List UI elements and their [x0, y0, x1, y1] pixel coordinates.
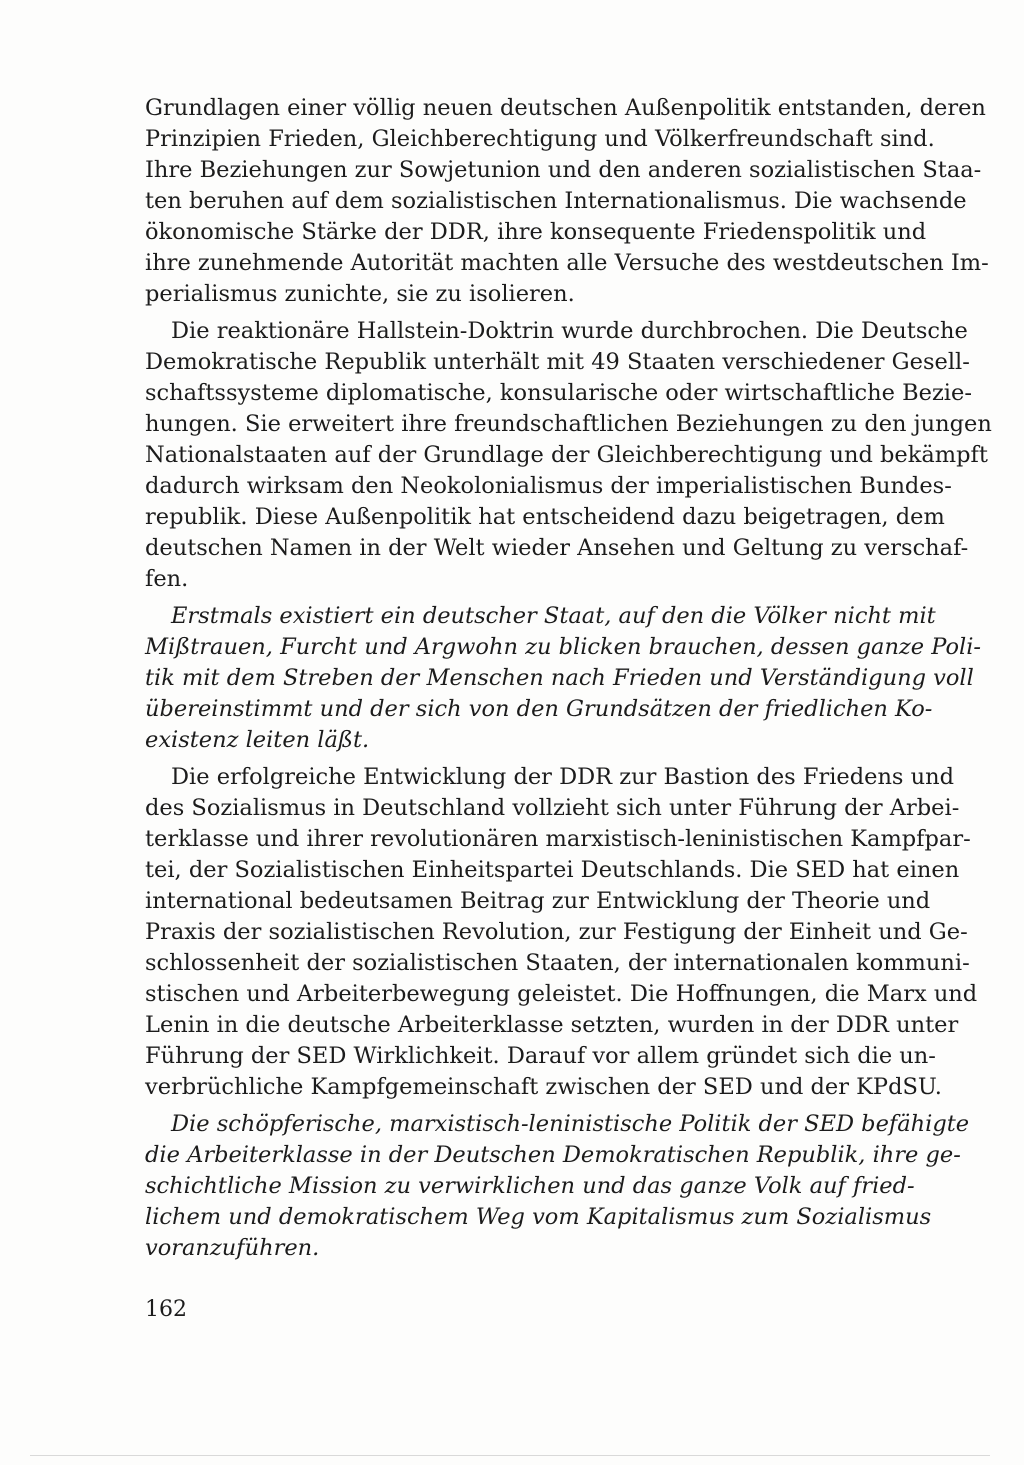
text-line: perialismus zunichte, sie zu isolieren. — [145, 281, 575, 307]
text-line: übereinstimmt und der sich von den Grundsätzen der friedlichen Ko- — [145, 696, 933, 722]
text-line: fen. — [145, 566, 189, 592]
text-line: Grundlagen einer völlig neuen deutschen Außenpolitik entstanden, deren — [145, 95, 986, 121]
text-line: verbrüchliche Kampfgemeinschaft zwischen der SED und der KPdSU. — [145, 1074, 942, 1100]
text-line: Mißtrauen, Furcht und Argwohn zu blicken brauchen, dessen ganze Poli- — [145, 634, 982, 660]
text-line: Die reaktionäre Hallstein-Doktrin wurde durchbrochen. Die Deutsche — [171, 318, 968, 344]
text-line: existenz leiten läßt. — [145, 727, 370, 753]
text-line: tik mit dem Streben der Menschen nach Frieden und Verständigung voll — [145, 665, 974, 691]
text-line: Demokratische Republik unterhält mit 49 Staaten verschiedener Gesell- — [145, 349, 970, 375]
italic-paragraph — [145, 1109, 970, 1264]
text-line: Prinzipien Frieden, Gleichberechtigung und Völkerfreundschaft sind. — [145, 126, 935, 152]
paragraph — [145, 316, 992, 595]
paragraph — [145, 93, 989, 310]
text-line: des Sozialismus in Deutschland vollzieht sich unter Führung der Arbei- — [145, 795, 960, 821]
paragraph — [145, 762, 978, 1103]
text-line: hungen. Sie erweitert ihre freundschaftlichen Beziehungen zu den jungen — [145, 411, 992, 437]
text-line: Erstmals existiert ein deutscher Staat, auf den die Völker nicht mit — [171, 603, 936, 629]
text-line: republik. Diese Außenpolitik hat entscheidend dazu beigetragen, dem — [145, 504, 945, 530]
text-line: dadurch wirksam den Neokolonialismus der imperialistischen Bundes- — [145, 473, 952, 499]
text-line: schaftssysteme diplomatische, konsularische oder wirtschaftliche Bezie- — [145, 380, 972, 406]
text-line: schichtliche Mission zu verwirklichen und das ganze Volk auf fried- — [145, 1173, 915, 1199]
text-line: ihre zunehmende Autorität machten alle Versuche des westdeutschen Im- — [145, 250, 989, 276]
text-line: die Arbeiterklasse in der Deutschen Demokratischen Republik, ihre ge- — [145, 1142, 961, 1168]
text-line: voranzuführen. — [145, 1235, 320, 1261]
text-line: terklasse und ihrer revolutionären marxistisch-leninistischen Kampfpar- — [145, 826, 971, 852]
text-line: Die schöpferische, marxistisch-leninistische Politik der SED befähigte — [171, 1111, 970, 1137]
text-line: ten beruhen auf dem sozialistischen Internationalismus. Die wachsende — [145, 188, 967, 214]
text-line: schlossenheit der sozialistischen Staaten, der internationalen kommuni- — [145, 950, 970, 976]
text-line: Ihre Beziehungen zur Sowjetunion und den anderen sozialistischen Staa- — [145, 157, 982, 183]
body-text — [145, 93, 992, 1264]
text-line: stischen und Arbeiterbewegung geleistet. Die Hoffnungen, die Marx und — [145, 981, 978, 1007]
text-line: Die erfolgreiche Entwicklung der DDR zur Bastion des Friedens und — [171, 764, 955, 790]
text-line: Lenin in die deutsche Arbeiterklasse setzten, wurden in der DDR unter — [145, 1012, 959, 1038]
text-line: Praxis der sozialistischen Revolution, zur Festigung der Einheit und Ge- — [145, 919, 968, 945]
text-line: ökonomische Stärke der DDR, ihre konsequente Friedenspolitik und — [145, 219, 927, 245]
text-line: tei, der Sozialistischen Einheitspartei Deutschlands. Die SED hat einen — [145, 857, 960, 883]
text-line: Nationalstaaten auf der Grundlage der Gleichberechtigung und bekämpft — [145, 442, 988, 468]
page-number: 162 — [145, 1297, 187, 1322]
italic-paragraph — [145, 601, 982, 756]
text-line: lichem und demokratischem Weg vom Kapitalismus zum Sozialismus — [145, 1204, 932, 1230]
text-line: Führung der SED Wirklichkeit. Darauf vor allem gründet sich die un- — [145, 1043, 936, 1069]
text-line: international bedeutsamen Beitrag zur Entwicklung der Theorie und — [145, 888, 931, 914]
scan-edge-line — [30, 1455, 990, 1456]
text-line: deutschen Namen in der Welt wieder Ansehen und Geltung zu verschaf- — [145, 535, 969, 561]
